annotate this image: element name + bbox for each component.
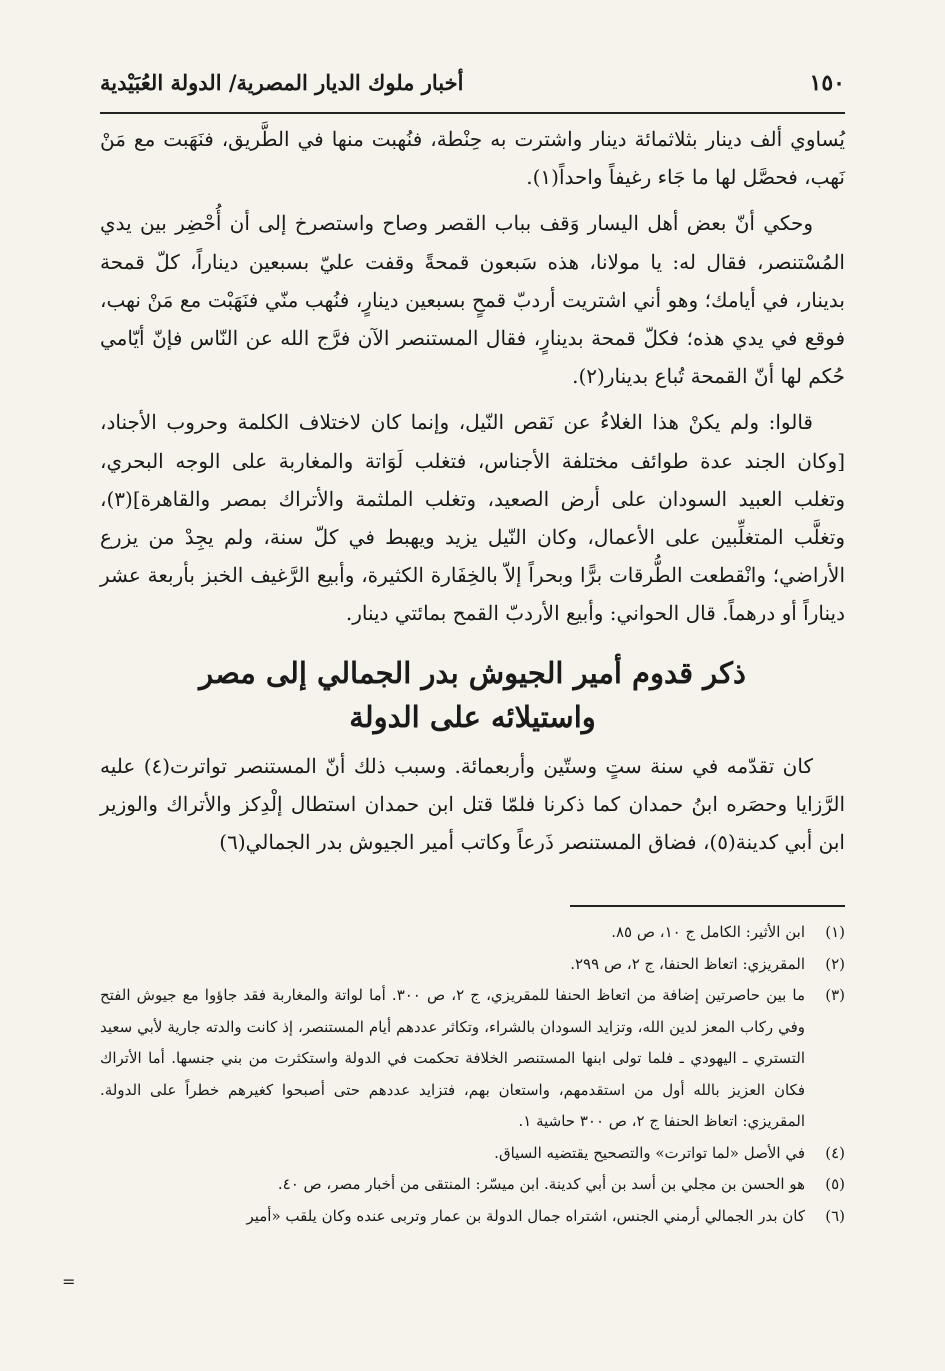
footnote-text: هو الحسن بن مجلي بن أسد بن أبي كدينة. ابن ميسّر: المنتقى من أخبار مصر، ص ٤٠.: [277, 1175, 805, 1194]
book-page: [100, 70, 845, 1300]
footnote-text: في الأصل «لما تواترت» والتصحيح يقتضيه السياق.: [494, 1143, 805, 1162]
running-title: أخبار ملوك الديار المصرية/ الدولة العُبَيْدية: [100, 70, 464, 95]
body-paragraph-3: قالوا: ولم يكنْ هذا الغلاءُ عن نَقص النّيل، وإنما كان لاختلاف الكلمة وحروب الأجناد، [وكان الجند عدة طوائف مختلفة الأجناس، فتغلب لَوَاتة والمغاربة على الوجه البحري، وتغلب العبيد السودان على أرض الصعيد، وتغلب الملثمة والأتراك بمصر والقاهرة](٣)، وتغلَّب المتغلِّبين على الأعمال، وكان النّيل يزيد ويهبط في كلّ سنة، ولم يجِدْ من يزرع الأراضي؛ وانْقطعت الطُّرقات برًّا وبحراً إلاّ بالخِفَارة الكثيرة، وأبيع الرَّغيف الخبز بأربعة عشر ديناراً أو درهماً. قال الحواني: وأبيع الأردبّ القمح بمائتي دينار.: [100, 410, 845, 626]
footnote: [100, 1201, 845, 1233]
body-paragraph-4: كان تقدّمه في سنة ستٍ وستّين وأربعمائة. وسبب ذلك أنّ المستنصر تواترت(٤) عليه الرَّزايا وحصَره ابنُ حمدان كما ذكرنا فلمّا قتل ابن حمدان استطال إلْدِكز والأتراك والوزير ابن أبي كدينة(٥)، فضاق المستنصر ذَرعاً وكاتب أمير الجيوش بدر الجمالي(٦): [100, 753, 845, 855]
footnote-number: (٣): [825, 986, 845, 1005]
footnote-text: كان بدر الجمالي أرمني الجنس، اشتراه جمال الدولة بن عمار وتربى عنده وكان يلقب «أمير: [246, 1206, 805, 1225]
continuation-mark: =: [62, 1272, 76, 1291]
footnote-text: ما بين حاصرتين إضافة من اتعاظ الحنفا للمقريزي، ج ٢، ص ٣٠٠. أما لواتة والمغاربة فقد جاؤوا مع جيوش الفتح وفي ركاب المعز لدين الله، وتزايد السودان بالشراء، وتكاثر عددهم أيام المستنصر، إذ كانت والدته جارية لأبي سعيد التستري ـ اليهودي ـ فلما تولى ابنها المستنصر الخلافة تحكمت في الدولة واستكثرت من بني جنسها. أما الأتراك فكان العزيز بالله أول من استقدمهم، واستعان بهم، فتزايد عددهم حتى أصبحوا كغيرهم خطراً على الدولة. المقريزي: اتعاظ الحنفا ج ٢، ص ٣٠٠ حاشية ١.: [100, 986, 806, 1131]
section-title-line-2: واستيلائه على الدولة: [349, 699, 596, 734]
footnote-number: (٤): [825, 1143, 845, 1162]
footnote: [100, 980, 845, 1138]
body-paragraph-2: وحكي أنّ بعض أهل اليسار وَقف بباب القصر وصاح واستصرخ إلى أن أُحْضِر بين يدي المُسْتنصر، فقال له: يا مولانا، هذه سَبعون قمحةً وقفت عليّ بسبعين ديناراً، كلّ قمحة بدينار، في أيامك؛ وهو أني اشتريت أردبّ قمحٍ بسبعين دينارٍ، فنُهب منّي فنَهَبْت مع مَنْ نهب، فوقع في يدي هذه؛ فكلّ قمحة بدينارٍ، فقال المستنصر الآن فرَّج الله عن النّاس فإنّ أيّامي حُكم لها أنّ القمحة تُباع بدينار(٢).: [100, 211, 845, 389]
footnote-number: (٢): [825, 954, 845, 973]
footnote-text: ابن الأثير: الكامل ج ١٠، ص ٨٥.: [611, 923, 805, 942]
running-header: [100, 70, 845, 114]
footnote: [100, 1138, 845, 1170]
footnote: [100, 1169, 845, 1201]
section-title-line-1: ذكر قدوم أمير الجيوش بدر الجمالي إلى مصر: [199, 655, 746, 690]
footnote: [100, 917, 845, 949]
page-number: ١٥٠: [809, 70, 845, 96]
footnote-separator: [570, 905, 845, 907]
body-paragraph-1: يُساوي ألف دينار بثلاثمائة دينار واشترت به حِنْطة، فنُهبت منها في الطَّريق، فنَهَبت مع مَنْ نَهب، فحصَّل لها ما جَاء رغيفاً واحداً(١).: [100, 127, 845, 190]
footnote-number: (١): [825, 923, 845, 942]
section-title: [100, 651, 845, 739]
footnote-text: المقريزي: اتعاظ الحنفا، ج ٢، ص ٢٩٩.: [570, 954, 805, 973]
footnote: [100, 949, 845, 981]
footnote-number: (٥): [825, 1175, 845, 1194]
footnote-number: (٦): [825, 1206, 845, 1225]
footnotes: [100, 917, 845, 1232]
